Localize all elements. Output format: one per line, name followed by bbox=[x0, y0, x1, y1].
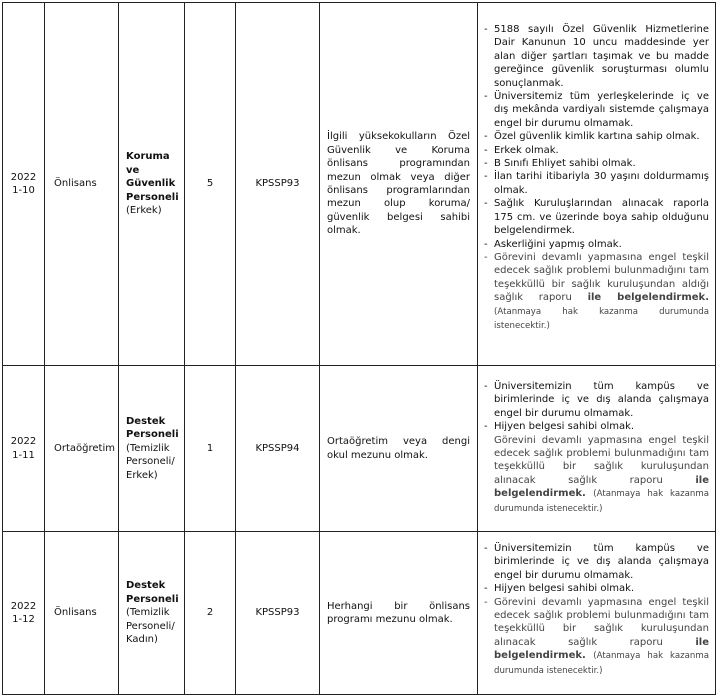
list-item: - Sağlık Kuruluşlarından alınacak raporla 175 cm. ve üzerinde boya sahip olduğunu belgelendirmek. bbox=[484, 198, 709, 237]
list-item: - Görevini devamlı yapmasına engel teşkil edecek sağlık problemi bulunmadığını tam teşekküllü bir sağlık kuruluşundan aldığı sağlık raporu ile belgelendirmek. (Atanmaya hak kazanma durumunda istenecektir.) bbox=[484, 251, 709, 331]
list-item: - 5188 sayılı Özel Güvenlik Hizmetlerine Dair Kanunun 10 uncu maddesinde yer alan diğer şartları taşımak ve bu madde gereğince güvenlik soruşturması olumlu sonuçlanmak. bbox=[484, 24, 709, 89]
requirements-cell bbox=[478, 366, 716, 532]
kpss-type: KPSSP93 bbox=[236, 3, 320, 366]
education-level: Önlisans bbox=[45, 3, 119, 366]
list-item: - İlan tarihi itibariyla 30 yaşını doldurmamış olmak. bbox=[484, 171, 709, 196]
position-code bbox=[3, 532, 45, 695]
list-item: - Askerliğini yapmış olmak. bbox=[484, 238, 622, 250]
table-row bbox=[3, 366, 716, 532]
requirements-list bbox=[484, 23, 709, 333]
code-number: 1-11 bbox=[12, 449, 35, 461]
code-number: 1-10 bbox=[12, 185, 35, 196]
position-count: 5 bbox=[185, 3, 236, 366]
code-year: 2022 bbox=[10, 436, 37, 448]
position-count: 2 bbox=[185, 532, 236, 695]
code-year: 2022 bbox=[10, 600, 37, 612]
position-code bbox=[3, 366, 45, 532]
education-level: Önlisans bbox=[45, 532, 119, 695]
table-row bbox=[3, 532, 716, 695]
education-requirement: Ortaöğretim veya dengi okul mezunu olmak. bbox=[320, 366, 478, 532]
kpss-type: KPSSP94 bbox=[236, 366, 320, 532]
position-title: Koruma ve Güvenlik Personeli (Erkek) bbox=[119, 3, 185, 366]
requirements-cell bbox=[478, 3, 716, 366]
education-requirement: Herhangi bir önlisans programı mezunu olmak. bbox=[320, 532, 478, 695]
list-item: - Erkek olmak. bbox=[484, 144, 559, 156]
list-item: - Hijyen belgesi sahibi olmak. bbox=[484, 583, 635, 595]
kpss-type: KPSSP93 bbox=[236, 532, 320, 695]
requirements-list bbox=[484, 380, 709, 516]
education-requirement: İlgili yüksekokulların Özel Güvenlik ve Koruma önlisans programından mezun olmak veya diğer önlisans programlarından mezun olup koruma/ güvenlik belgesi sahibi olmak. bbox=[320, 3, 478, 366]
position-code bbox=[3, 3, 45, 366]
list-item: - Üniversitemiz tüm yerleşkelerinde iç ve dış mekânda vardiyalı sistemde çalışmaya engel bir durumu olmamak. bbox=[484, 91, 709, 129]
table-row bbox=[3, 3, 716, 366]
list-item: - Üniversitemizin tüm kampüs ve birimlerinde iç ve dış alanda çalışmaya engel bir durumu olmamak. bbox=[484, 543, 709, 581]
position-count: 1 bbox=[185, 366, 236, 532]
code-year: 2022 bbox=[10, 171, 37, 183]
list-item: - Üniversitemizin tüm kampüs ve birimlerinde iç ve dış alanda çalışmaya engel bir durumu olmamak. bbox=[484, 381, 709, 419]
education-level: Ortaöğretim bbox=[45, 366, 119, 532]
positions-table bbox=[2, 2, 716, 695]
code-number: 1-12 bbox=[12, 614, 35, 625]
list-item: Görevini devamlı yapmasına engel teşkil edecek sağlık problemi bulunmadığını tam teşekküllü bir sağlık kuruluşundan alınacak sağlık raporu ile belgelendirmek. (Atanmaya hak kazanma durumunda istenecektir.) bbox=[494, 434, 709, 514]
list-item: - Özel güvenlik kimlik kartına sahip olmak. bbox=[484, 131, 700, 143]
list-item: - Hijyen belgesi sahibi olmak. bbox=[484, 421, 635, 433]
requirements-list bbox=[484, 542, 709, 678]
position-title: Destek Personeli (Temizlik Personeli/ Erkek) bbox=[119, 366, 185, 532]
requirements-cell bbox=[478, 532, 716, 695]
list-item: - B Sınıfı Ehliyet sahibi olmak. bbox=[484, 158, 636, 170]
position-title: Destek Personeli (Temizlik Personeli/ Kadın) bbox=[119, 532, 185, 695]
list-item: - Görevini devamlı yapmasına engel teşkil edecek sağlık problemi bulunmadığını tam teşekküllü bir sağlık kuruluşundan alınacak sağlık raporu ile belgelendirmek. (Atanmaya hak kazanma durumunda istenecektir.) bbox=[484, 596, 709, 676]
